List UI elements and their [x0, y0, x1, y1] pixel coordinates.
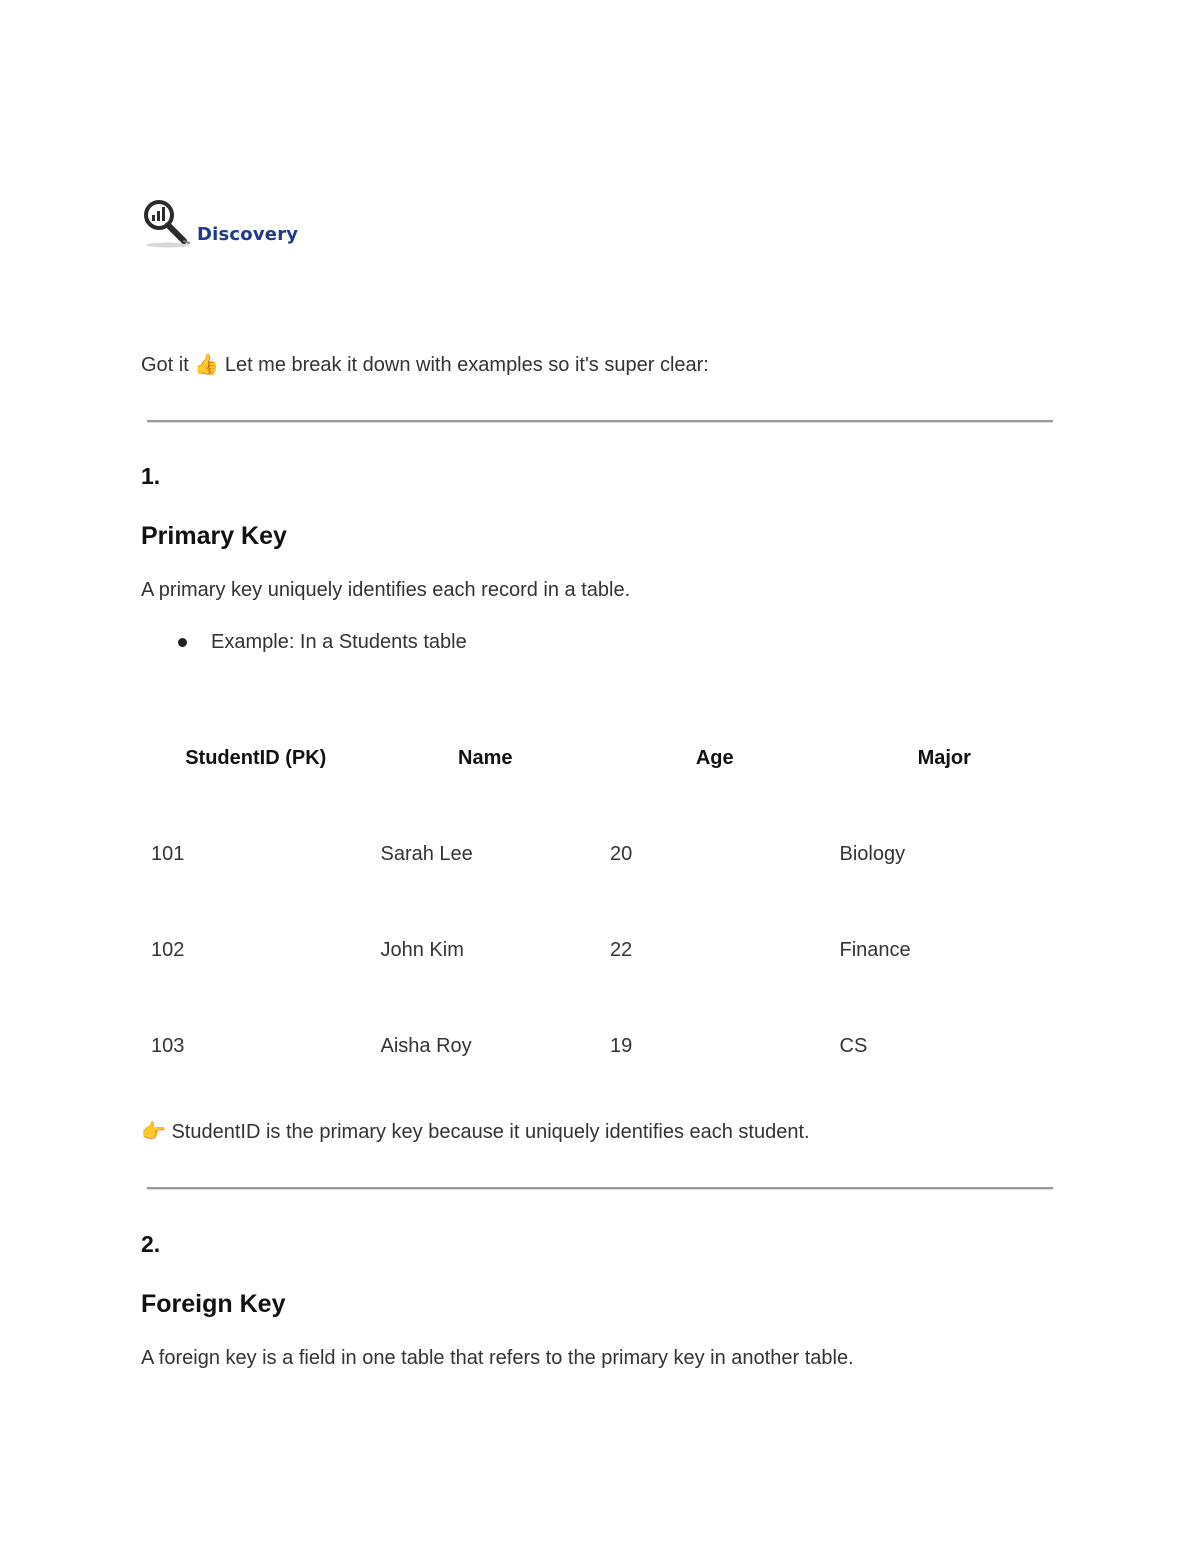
table-cell: 20 — [610, 842, 633, 865]
table-cell: Biology — [839, 842, 906, 865]
bullet-item — [178, 631, 467, 654]
table-cell: 22 — [610, 938, 633, 961]
divider — [147, 420, 1053, 423]
intro-text — [141, 352, 709, 377]
table-cell: Finance — [839, 938, 911, 961]
column-header: StudentID (PK) — [185, 746, 327, 769]
table-cell: 19 — [610, 1034, 633, 1057]
table-row — [141, 806, 1059, 902]
thumbs-up-icon: 👍 — [194, 352, 220, 376]
logo-text: Discovery — [197, 224, 299, 245]
intro-before: Got it — [141, 354, 195, 376]
column-header: Name — [458, 746, 513, 769]
table-cell: John Kim — [380, 938, 464, 961]
column-header: Major — [917, 746, 971, 769]
column-header: Age — [695, 746, 734, 769]
table-cell: CS — [839, 1034, 868, 1057]
table-cell: Aisha Roy — [380, 1034, 472, 1057]
note-body: StudentID is the primary key because it uniquely identifies each student. — [165, 1121, 810, 1143]
table-cell: Sarah Lee — [380, 842, 473, 865]
divider — [147, 1187, 1053, 1190]
section-description: A foreign key is a field in one table that refers to the primary key in another table. — [141, 1347, 854, 1369]
section-number: 2. — [141, 1231, 161, 1257]
section-number: 1. — [141, 463, 161, 489]
magnifier-chart-icon — [141, 198, 195, 250]
table-cell: 103 — [151, 1034, 185, 1057]
bullet-text: Example: In a Students table — [211, 631, 467, 653]
table-cell: 102 — [151, 938, 185, 961]
pointing-hand-icon: 👉 — [141, 1119, 166, 1143]
section-description: A primary key uniquely identifies each record in a table. — [141, 579, 631, 601]
bullet-dot-icon — [178, 638, 187, 647]
note-text — [141, 1119, 810, 1144]
table-row — [141, 902, 1059, 998]
intro-after: Let me break it down with examples so it's super clear: — [219, 354, 709, 376]
discovery-logo — [141, 198, 298, 250]
students-table — [141, 710, 1059, 1094]
section-title: Primary Key — [141, 522, 287, 550]
section-title: Foreign Key — [141, 1290, 286, 1318]
table-header-row — [141, 710, 1059, 806]
table-cell: 101 — [151, 842, 185, 865]
table-row — [141, 998, 1059, 1094]
